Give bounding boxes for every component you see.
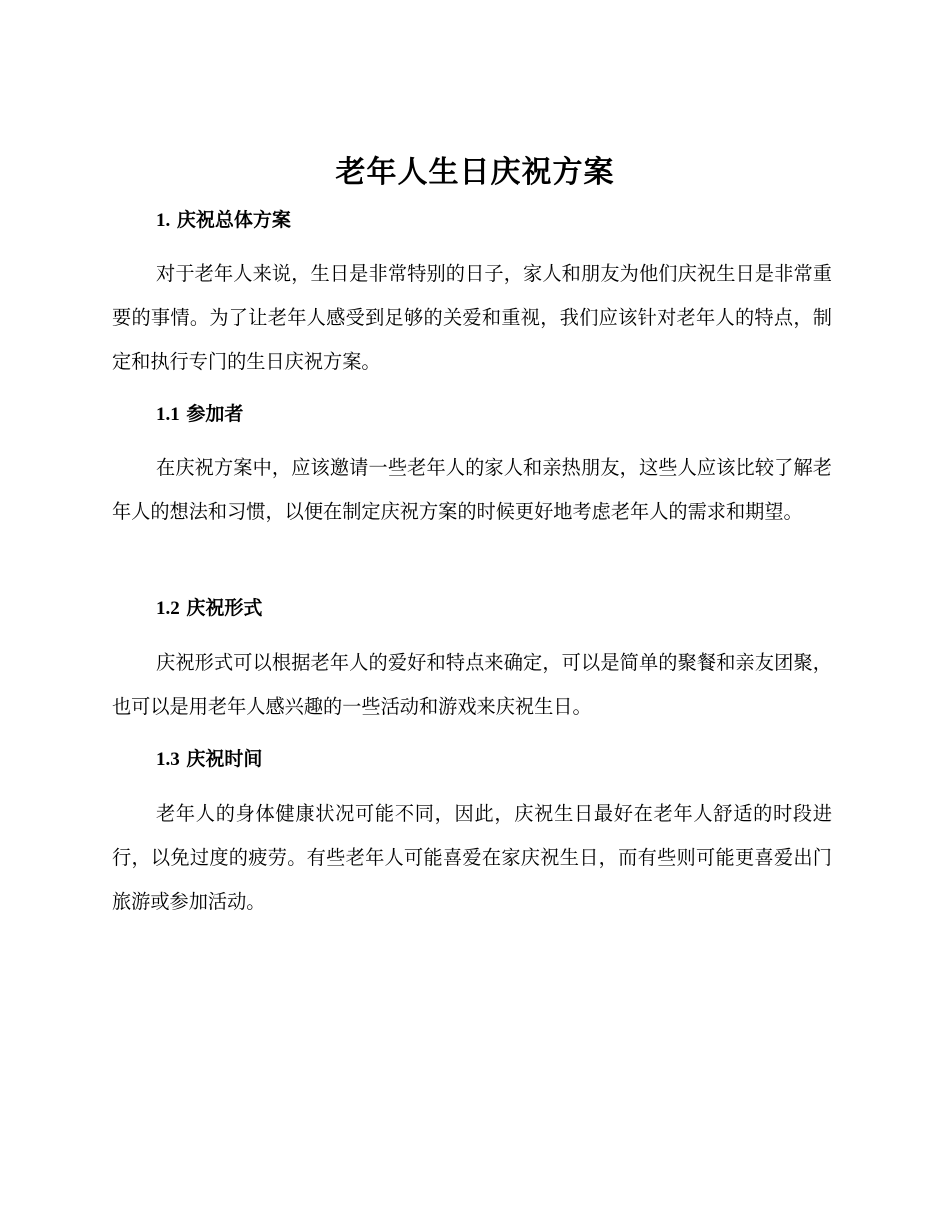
section-paragraph-time: 老年人的身体健康状况可能不同，因此，庆祝生日最好在老年人舒适的时段进行，以免过度的疲劳。有些老年人可能喜爱在家庆祝生日，而有些则可能更喜爱出门旅游或参加活动。 [112, 802, 832, 913]
section-paragraph-overall-plan: 对于老年人来说，生日是非常特别的日子，家人和朋友为他们庆祝生日是非常重要的事情。为了让老年人感受到足够的关爱和重视，我们应该针对老年人的特点，制定和执行专门的生日庆祝方案。 [112, 262, 832, 373]
section-heading-text: 庆祝时间 [186, 748, 263, 770]
section-number: 1.2 [156, 598, 180, 619]
section-number: 1.3 [156, 749, 180, 770]
section-heading-text: 参加者 [186, 403, 244, 425]
page-title: 老年人生日庆祝方案 [335, 155, 615, 190]
section-heading-text: 庆祝形式 [186, 597, 263, 619]
section-heading-overall-plan [156, 206, 291, 235]
section-heading-format [156, 594, 262, 623]
section-number: 1. [156, 210, 171, 231]
section-number: 1.1 [156, 404, 180, 425]
section-heading-text: 庆祝总体方案 [176, 209, 291, 231]
section-paragraph-format: 庆祝形式可以根据老年人的爱好和特点来确定，可以是简单的聚餐和亲友团聚，也可以是用老年人感兴趣的一些活动和游戏来庆祝生日。 [112, 651, 832, 718]
section-heading-participants [156, 400, 243, 429]
section-heading-time [156, 745, 262, 774]
section-paragraph-participants: 在庆祝方案中，应该邀请一些老年人的家人和亲热朋友，这些人应该比较了解老年人的想法和习惯，以便在制定庆祝方案的时候更好地考虑老年人的需求和期望。 [112, 456, 832, 523]
